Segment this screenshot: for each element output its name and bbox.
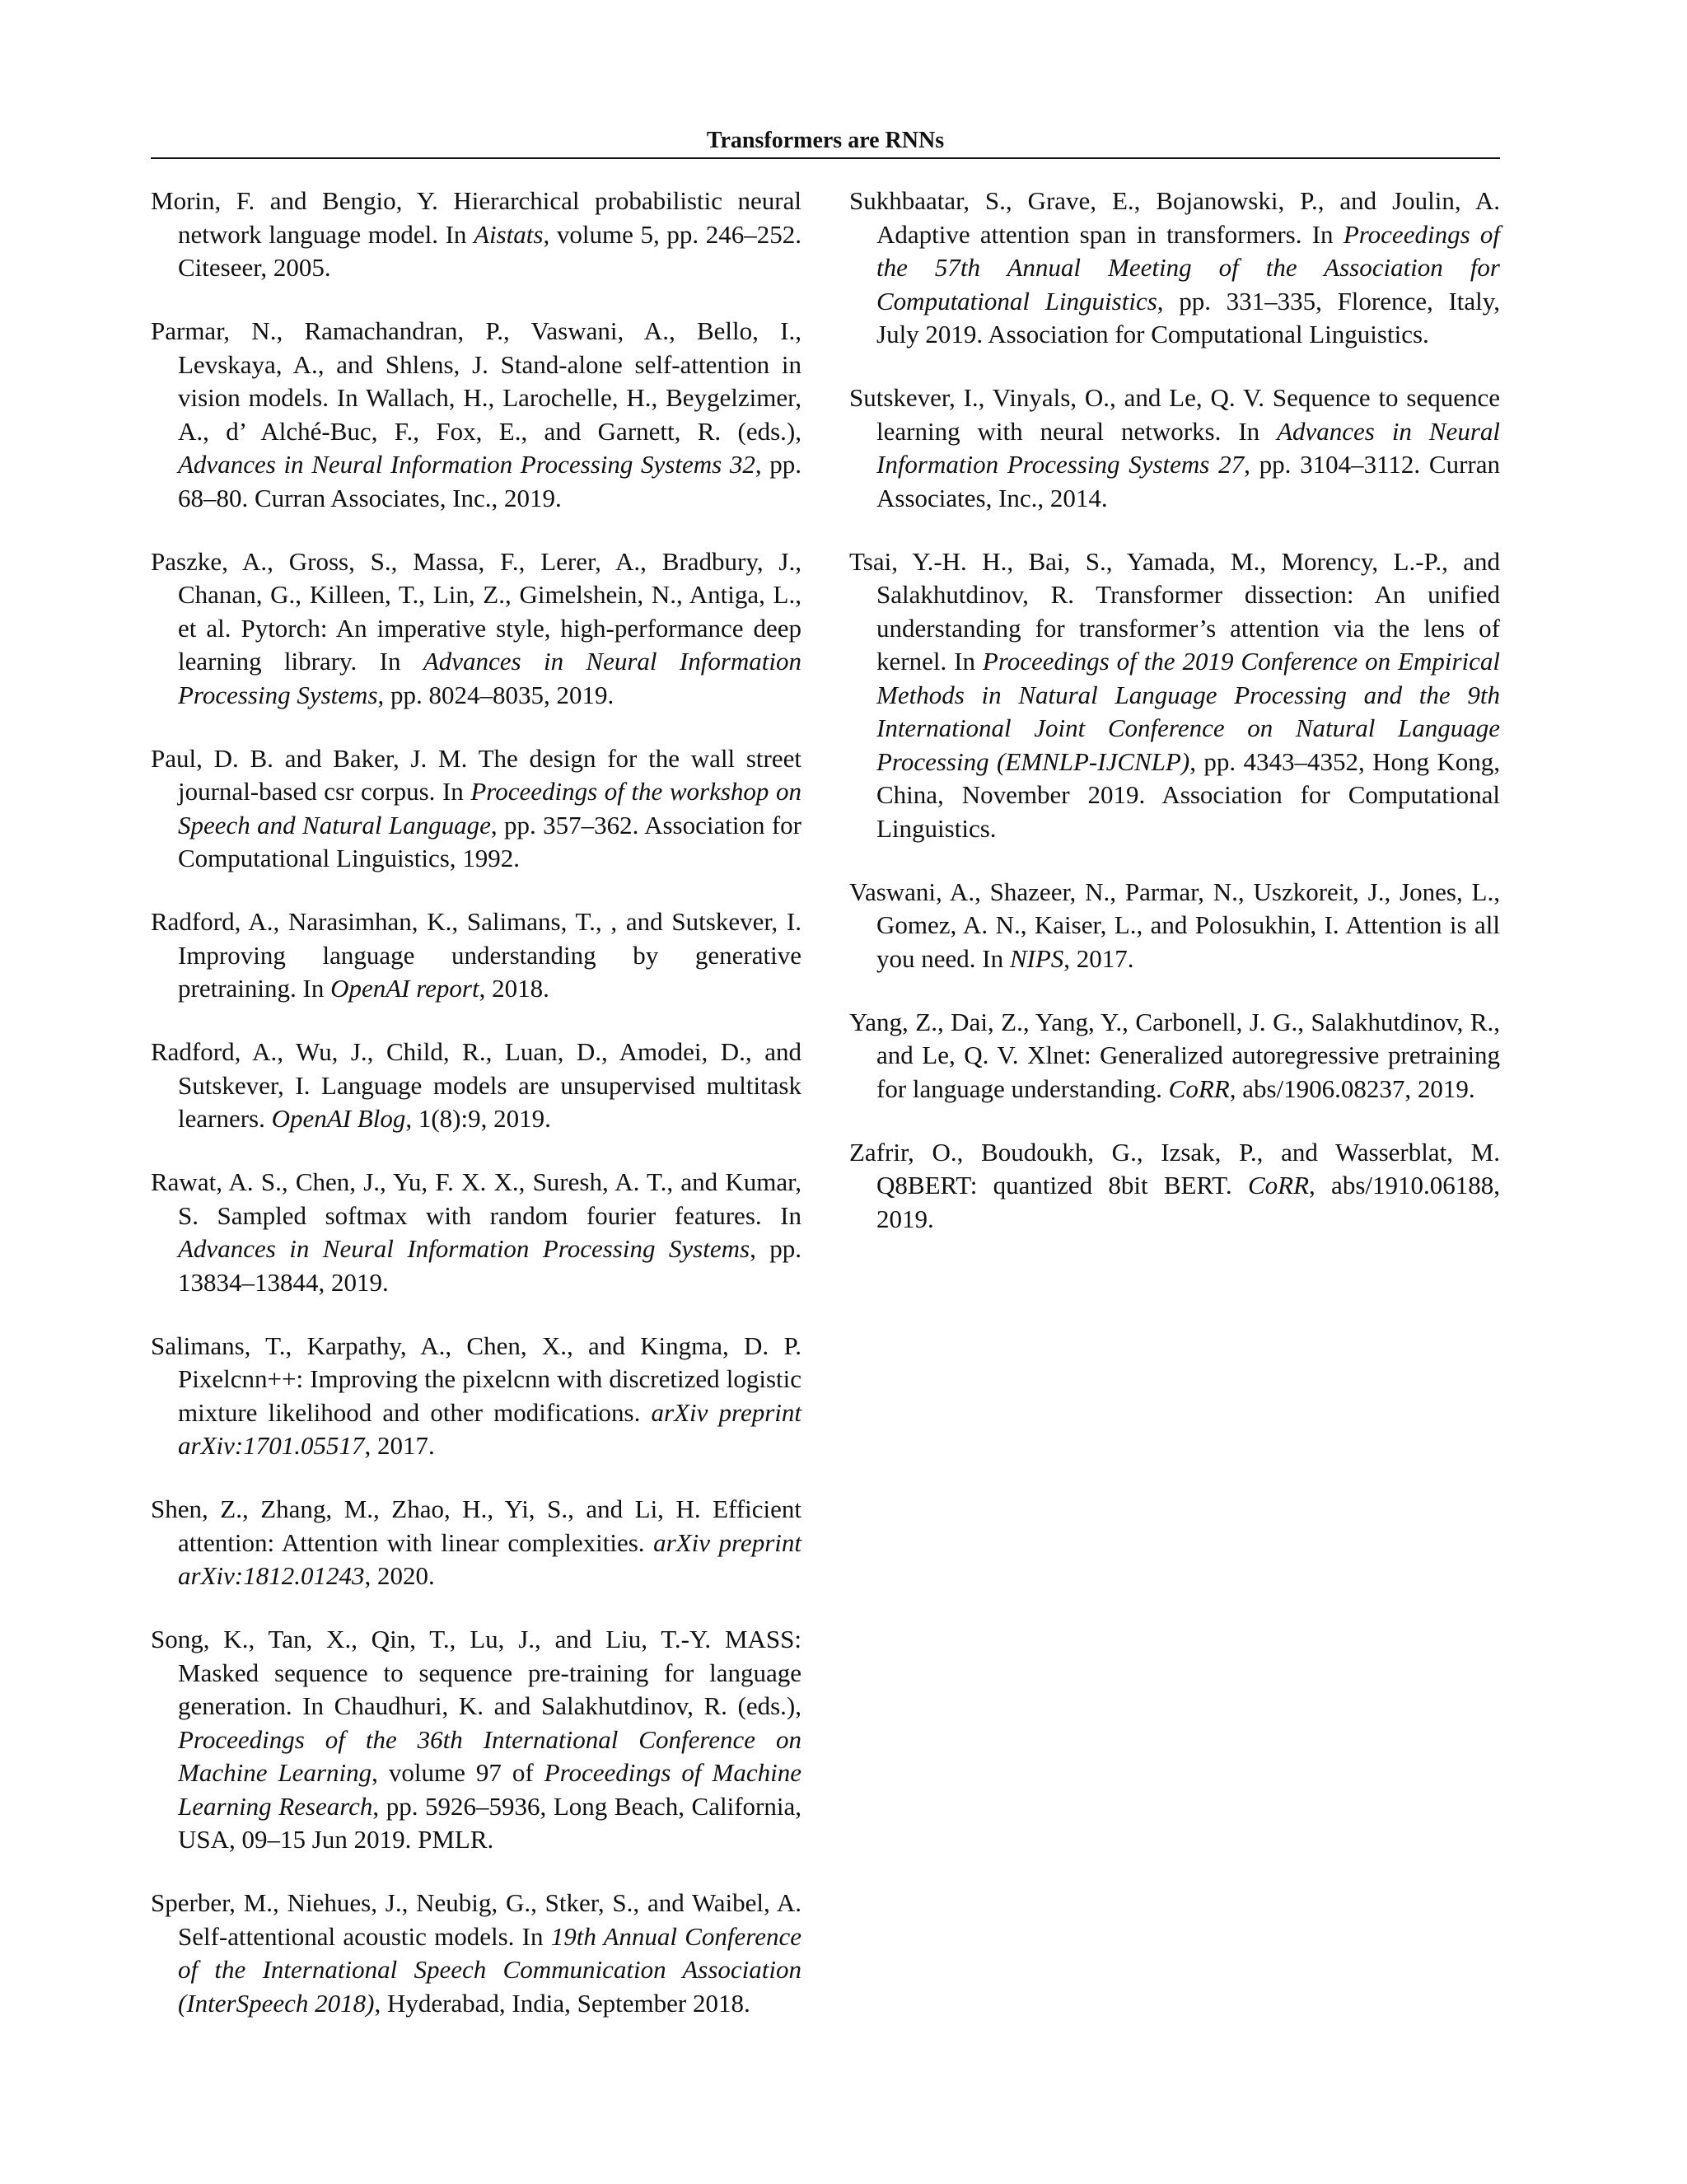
reference-entry: Song, K., Tan, X., Qin, T., Lu, J., and Liu, T.-Y. MASS: Masked sequence to sequence pre-training for language generation. In Chaudhuri, K. and Salakhutdinov, R. (eds.), Proceedings of the 36th International Conference on Machine Learning, volume 97 of Proceedings of Machine Learning Research, pp. 5926–5936, Long Beach, California, USA, 09–15 Jun 2019. PMLR.: [151, 1625, 801, 1854]
reference-entry: Rawat, A. S., Chen, J., Yu, F. X. X., Suresh, A. T., and Kumar, S. Sampled softmax with random fourier features. In Advances in Neural Information Processing Systems, pp. 13834–13844, 2019.: [151, 1167, 801, 1297]
reference-entry: Sukhbaatar, S., Grave, E., Bojanowski, P., and Joulin, A. Adaptive attention span in transformers. In Proceedings of the 57th Annual Meeting of the Association for Computational Linguistics, pp. 331–335, Florence, Italy, July 2019. Association for Computational Linguistics.: [849, 186, 1501, 348]
reference-entry: Morin, F. and Bengio, Y. Hierarchical probabilistic neural network language model. In Aistats, volume 5, pp. 246–252. Citeseer, 2005.: [151, 186, 801, 282]
reference-entry: Shen, Z., Zhang, M., Zhao, H., Yi, S., and Li, H. Efficient attention: Attention with linear complexities. arXiv preprint arXiv:1812.01243, 2020.: [151, 1494, 801, 1590]
references-right-column: [849, 185, 1500, 1266]
reference-entry: Radford, A., Wu, J., Child, R., Luan, D., Amodei, D., and Sutskever, I. Language models are unsupervised multitask learners. OpenAI Blog, 1(8):9, 2019.: [151, 1037, 801, 1133]
reference-entry: Vaswani, A., Shazeer, N., Parmar, N., Uszkoreit, J., Jones, L., Gomez, A. N., Kaiser, L., and Polosukhin, I. Attention is all you need. In NIPS, 2017.: [849, 877, 1500, 973]
reference-entry: Tsai, Y.-H. H., Bai, S., Yamada, M., Morency, L.-P., and Salakhutdinov, R. Transformer dissection: An unified understanding for transformer’s attention via the lens of kernel. In Proceedings of the 2019 Conference on Empirical Methods in Natural Language Processing and the 9th International Joint Conference on Natural Language Processing (EMNLP-IJCNLP), pp. 4343–4352, Hong Kong, China, November 2019. Association for Computational Linguistics.: [849, 546, 1501, 843]
reference-entry: Sutskever, I., Vinyals, O., and Le, Q. V. Sequence to sequence learning with neural networks. In Advances in Neural Information Processing Systems 27, pp. 3104–3112. Curran Associates, Inc., 2014.: [849, 383, 1500, 512]
reference-entry: Paszke, A., Gross, S., Massa, F., Lerer, A., Bradbury, J., Chanan, G., Killeen, T., Lin, Z., Gimelshein, N., Antiga, L., et al. Pytorch: An imperative style, high-performance deep learning library. In Advances in Neural Information Processing Systems, pp. 8024–8035, 2019.: [151, 546, 801, 709]
reference-entry: Yang, Z., Dai, Z., Yang, Y., Carbonell, J. G., Salakhutdinov, R., and Le, Q. V. Xlnet: Generalized autoregressive pretraining for language understanding. CoRR, abs/1906.08237, 2019.: [849, 1007, 1500, 1103]
reference-entry: Parmar, N., Ramachandran, P., Vaswani, A., Bello, I., Levskaya, A., and Shlens, J. Stand-alone self-attention in vision models. In Wallach, H., Larochelle, H., Beygelzimer, A., d’ Alché-Buc, F., Fox, E., and Garnett, R. (eds.), Advances in Neural Information Processing Systems 32, pp. 68–80. Curran Associates, Inc., 2019.: [151, 316, 802, 512]
reference-entry: Salimans, T., Karpathy, A., Chen, X., and Kingma, D. P. Pixelcnn++: Improving the pixelcnn with discretized logistic mixture likelihood and other modifications. arXiv preprint arXiv:1701.05517, 2017.: [151, 1331, 801, 1460]
reference-entry: Zafrir, O., Boudoukh, G., Izsak, P., and Wasserblat, M. Q8BERT: quantized 8bit BERT. CoRR, abs/1910.06188, 2019.: [849, 1137, 1500, 1233]
reference-entry: Sperber, M., Niehues, J., Neubig, G., Stker, S., and Waibel, A. Self-attentional acoustic models. In 19th Annual Conference of the International Speech Communication Association (InterSpeech 2018), Hyderabad, India, September 2018.: [151, 1888, 801, 2018]
references-left-column: [151, 185, 801, 2051]
reference-entry: Paul, D. B. and Baker, J. M. The design for the wall street journal-based csr corpus. In Proceedings of the workshop on Speech and Natural Language, pp. 357–362. Association for Computational Linguistics, 1992.: [151, 743, 802, 872]
reference-entry: Radford, A., Narasimhan, K., Salimans, T., , and Sutskever, I. Improving language understanding by generative pretraining. In OpenAI report, 2018.: [151, 907, 801, 1003]
running-header: Transformers are RNNs: [706, 128, 945, 153]
header-rule: [151, 157, 1500, 159]
